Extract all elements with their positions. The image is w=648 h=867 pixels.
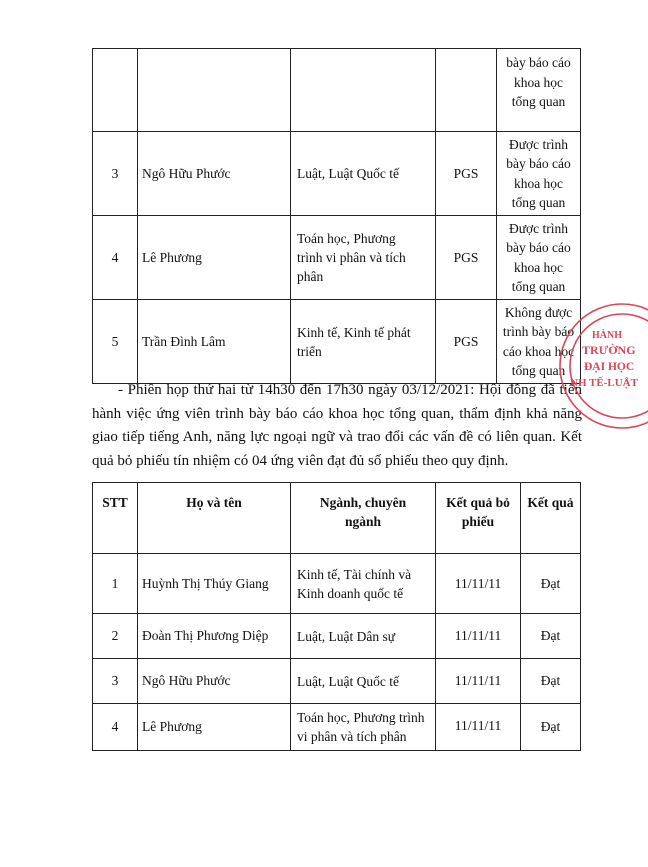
stamp-text-line: HÀNH [592, 330, 622, 341]
cell-title [436, 49, 497, 132]
header-name: Họ và tên [138, 483, 291, 554]
stamp-text-line: ĐẠI HỌC [584, 361, 635, 373]
table-row [93, 132, 581, 216]
cell-stt: 3 [93, 659, 138, 704]
cell-votes: 11/11/11 [436, 704, 521, 751]
cell-votes: 11/11/11 [436, 659, 521, 704]
cell-name: Trần Đình Lâm [138, 300, 291, 384]
cell-major: Kinh tế, Tài chính và Kinh doanh quốc tế [291, 554, 436, 614]
cell-votes: 11/11/11 [436, 614, 521, 659]
cell-name: Huỳnh Thị Thúy Giang [138, 554, 291, 614]
header-stt: STT [93, 483, 138, 554]
stamp-text-line: NH TẾ-LUẬT [570, 377, 638, 389]
candidate-table-continued [92, 48, 581, 384]
cell-result: bày báo cáo khoa học tổng quan [497, 49, 581, 132]
cell-stt: 2 [93, 614, 138, 659]
cell-title: PGS [436, 132, 497, 216]
table-row [93, 554, 581, 614]
red-seal-stamp [552, 286, 648, 436]
cell-result: Đạt [521, 554, 581, 614]
cell-stt: 1 [93, 554, 138, 614]
cell-name: Lê Phương [138, 216, 291, 300]
cell-stt: 5 [93, 300, 138, 384]
cell-result: Không được trình bày báo cáo khoa học tổng quan [497, 300, 581, 384]
session-paragraph: - Phiên họp thứ hai từ 14h30 đến 17h30 ngày 03/12/2021: Hội đồng đã tiến hành việc ứng viên trình bày báo cáo khoa học tổng quan, thẩm định khả năng giao tiếp tiếng Anh, năng lực ngoại ngữ và trao đổi các vấn đề có liên quan. Kết quả bỏ phiếu tín nhiệm có 04 ứng viên đạt đủ số phiếu theo quy định. [92, 382, 582, 469]
cell-title: PGS [436, 216, 497, 300]
stamp-text-line: TRƯỜNG [582, 343, 636, 357]
table-row [93, 614, 581, 659]
cell-result: Đạt [521, 704, 581, 751]
header-major: Ngành, chuyên ngành [291, 483, 436, 554]
header-result: Kết quả [521, 483, 581, 554]
cell-major: Toán học, Phương trình vi phân và tích phân [291, 704, 436, 751]
cell-result: Đạt [521, 614, 581, 659]
cell-major: Kinh tế, Kinh tế phát triển [291, 300, 436, 384]
table-row [93, 49, 581, 132]
cell-result: Đạt [521, 659, 581, 704]
cell-name: Lê Phương [138, 704, 291, 751]
cell-major: Toán học, Phương trình vi phân và tích phân [291, 216, 436, 300]
cell-major: Luật, Luật Quốc tế [291, 132, 436, 216]
cell-result: Được trình bày báo cáo khoa học tổng quan [497, 216, 581, 300]
table-header-row [93, 483, 581, 554]
header-votes: Kết quả bỏ phiếu [436, 483, 521, 554]
cell-major [291, 49, 436, 132]
cell-stt: 3 [93, 132, 138, 216]
table-row [93, 704, 581, 751]
table-row [93, 216, 581, 300]
table-row [93, 659, 581, 704]
cell-stt: 4 [93, 216, 138, 300]
cell-stt [93, 49, 138, 132]
cell-major: Luật, Luật Dân sự [291, 614, 436, 659]
table-row [93, 300, 581, 384]
cell-name: Ngô Hữu Phước [138, 659, 291, 704]
cell-major: Luật, Luật Quốc tế [291, 659, 436, 704]
cell-name: Đoàn Thị Phương Diệp [138, 614, 291, 659]
cell-title: PGS [436, 300, 497, 384]
cell-name: Ngô Hữu Phước [138, 132, 291, 216]
cell-name [138, 49, 291, 132]
cell-votes: 11/11/11 [436, 554, 521, 614]
vote-results-table [92, 482, 581, 751]
cell-stt: 4 [93, 704, 138, 751]
cell-result: Được trình bày báo cáo khoa học tổng quan [497, 132, 581, 216]
